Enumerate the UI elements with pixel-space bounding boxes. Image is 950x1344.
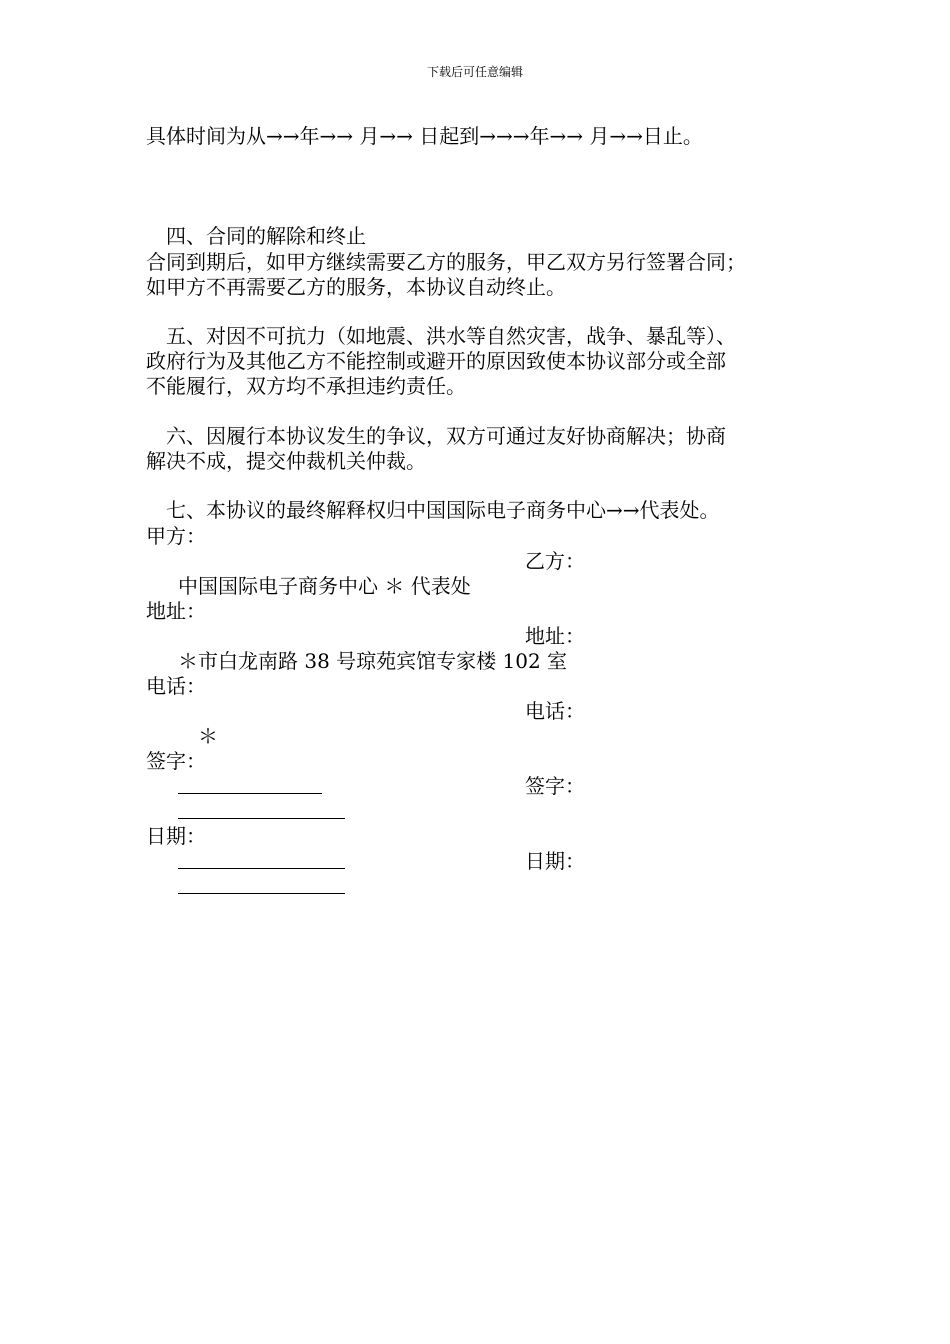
- section-4-title: 四、合同的解除和终止: [166, 224, 366, 248]
- party-b-label: 乙方：: [525, 549, 585, 573]
- party-a-sign-label: 签字：: [146, 749, 206, 773]
- party-b-date-line: [178, 893, 345, 894]
- section-5-line-3: 不能履行，双方均不承担违约责任。: [146, 374, 466, 398]
- section-6-line-2: 解决不成，提交仲裁机关仲裁。: [146, 449, 426, 473]
- party-a-address-value: ＊市白龙南路 38 号琼苑宾馆专家楼 102 室: [178, 649, 568, 673]
- party-b-date-label: 日期：: [525, 849, 585, 873]
- section-4-line-1: 合同到期后，如甲方继续需要乙方的服务，甲乙双方另行签署合同；: [146, 250, 746, 274]
- party-a-label: 甲方：: [146, 524, 206, 548]
- section-6-line-1: 六、因履行本协议发生的争议，双方可通过友好协商解决；协商: [166, 424, 726, 448]
- section-7-line-1: 七、本协议的最终解释权归中国国际电子商务中心→→代表处。: [166, 498, 720, 522]
- party-b-signature-line: [178, 818, 345, 819]
- party-b-phone-label: 电话：: [525, 699, 585, 723]
- party-a-address-label: 地址：: [146, 599, 206, 623]
- party-a-name: 中国国际电子商务中心 ＊ 代表处: [178, 574, 471, 598]
- party-a-phone-value: ＊: [198, 724, 218, 748]
- party-a-date-label: 日期：: [146, 824, 206, 848]
- section-5-line-2: 政府行为及其他乙方不能控制或避开的原因致使本协议部分或全部: [146, 349, 726, 373]
- contract-period-text: 具体时间为从→→年→→ 月→→ 日起到→→→年→→ 月→→日止。: [146, 124, 703, 148]
- page-header-note: 下载后可任意编辑: [426, 65, 523, 79]
- party-b-sign-label: 签字：: [525, 774, 585, 798]
- section-4-line-2: 如甲方不再需要乙方的服务，本协议自动终止。: [146, 275, 566, 299]
- party-a-phone-label: 电话：: [146, 674, 206, 698]
- section-5-line-1: 五、对因不可抗力（如地震、洪水等自然灾害，战争、暴乱等）、: [166, 324, 736, 348]
- party-b-address-label: 地址：: [525, 624, 585, 648]
- party-a-signature-line: [178, 793, 322, 794]
- party-a-date-line: [178, 868, 345, 869]
